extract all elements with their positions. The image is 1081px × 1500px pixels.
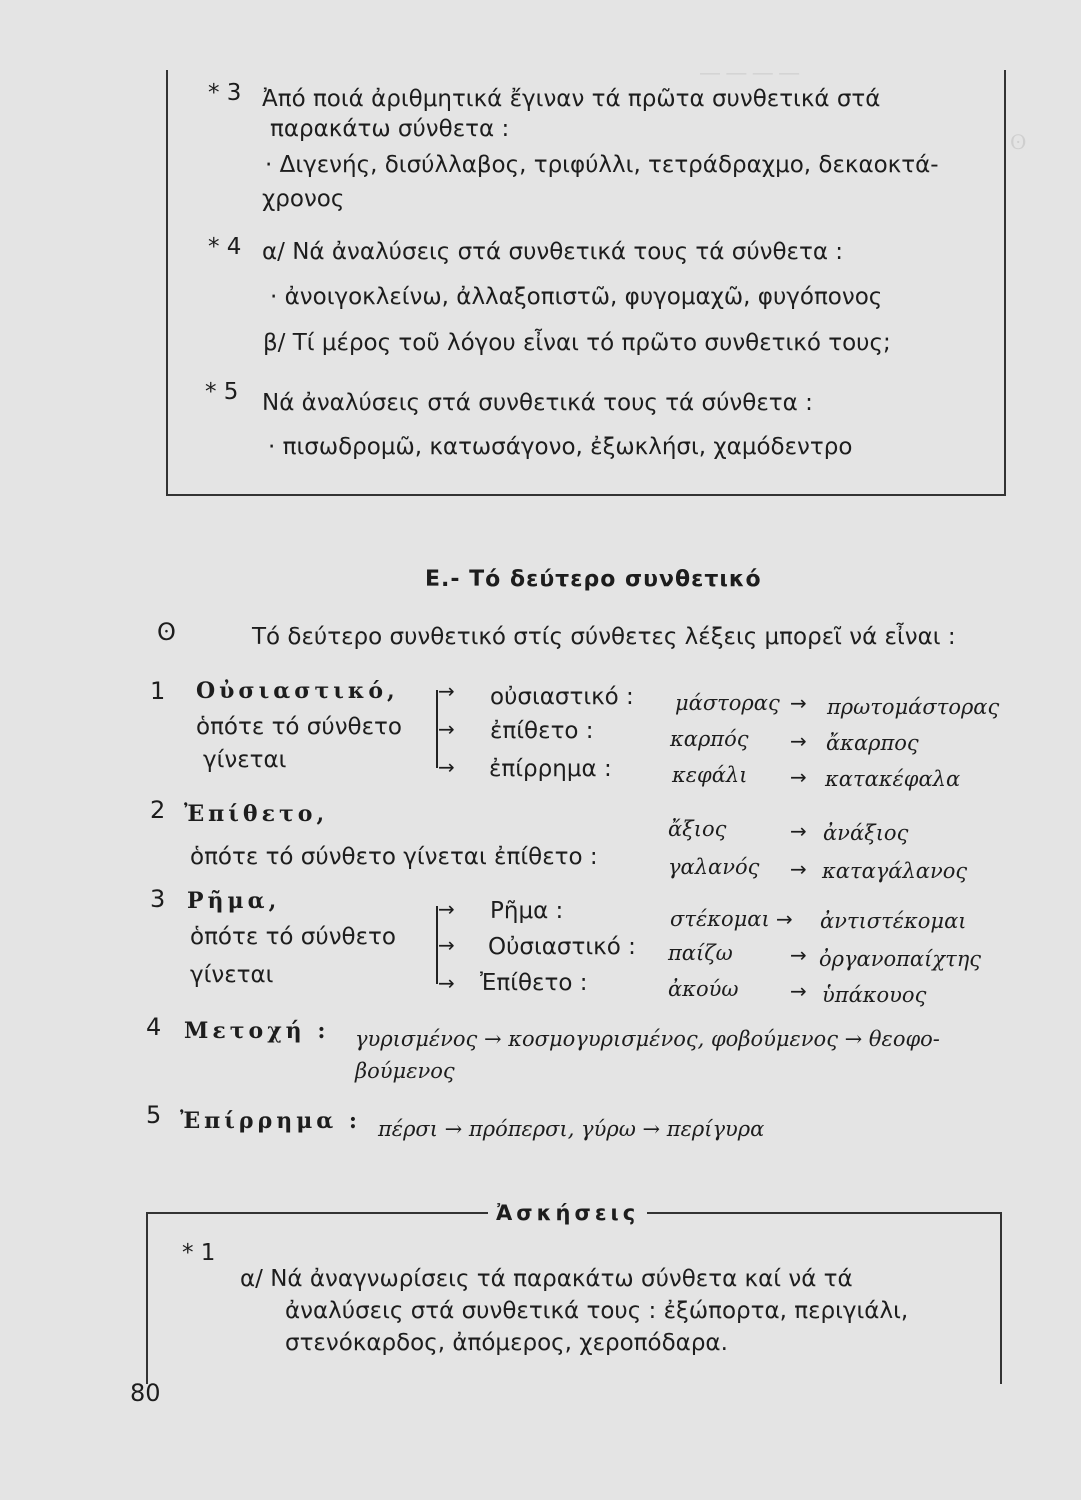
exercise-3-line2: παρακάτω σύνθετα :: [270, 116, 510, 142]
exercise-4-words: · ἀνοιγοκλείνω, ἀλλαξοπιστῶ, φυγομαχῶ, φυγόπονος: [270, 284, 883, 310]
item-3-type: Ρῆμα :: [490, 898, 564, 924]
exercise-5-words: · πισωδρομῶ, κατωσάγονο, ἐξωκλήσι, χαμόδεντρο: [268, 434, 853, 460]
item-1-example: καρπός: [670, 727, 749, 751]
item-5-number: 5: [146, 1101, 162, 1129]
item-2-number: 2: [150, 796, 166, 824]
exercise-3-marker: * 3: [208, 80, 242, 106]
intro-symbol: ʘ: [157, 618, 176, 646]
item-3-number: 3: [150, 885, 166, 913]
arrow-icon: →: [438, 933, 455, 957]
item-2-sub: ὁπότε τό σύνθετο γίνεται ἐπίθετο :: [190, 844, 598, 870]
item-3-type: Ἐπίθετο :: [480, 970, 588, 996]
section-title: Ε.- Τό δεύτερο συνθετικό: [425, 567, 762, 592]
arrow-icon: →: [790, 979, 807, 1003]
exercise-4-marker: * 4: [208, 234, 242, 260]
arrow-icon: →: [790, 691, 807, 715]
exercise-1-line1: α/ Νά ἀναγνωρίσεις τά παρακάτω σύνθετα καί νά τά: [240, 1266, 853, 1292]
page-number: 80: [130, 1379, 161, 1407]
arrow-icon: →: [790, 765, 807, 789]
arrow-icon: →: [790, 819, 807, 843]
exercise-3-line1: Ἀπό ποιά ἀριθμητικά ἔγιναν τά πρῶτα συνθετικά στά: [262, 86, 881, 112]
item-4-number: 4: [146, 1013, 162, 1041]
item-2-result: καταγάλανος: [822, 859, 968, 883]
item-2-example: γαλανός: [668, 855, 760, 879]
exercise-5-marker: * 5: [205, 379, 239, 405]
item-3-example: ἀκούω: [668, 977, 739, 1001]
item-1-result: κατακέφαλα: [825, 767, 961, 791]
item-1-number: 1: [150, 677, 166, 705]
item-1-heading: Οὐσιαστικό,: [196, 678, 399, 704]
item-3-heading: Ρῆμα,: [187, 888, 281, 914]
exercise-5-line: Νά ἀναλύσεις στά συνθετικά τους τά σύνθετα :: [262, 390, 813, 416]
item-2-result: ἀνάξιος: [823, 821, 909, 845]
item-4-line1: γυρισμένος → κοσμογυρισμένος, φοβούμενος → θεοφο-: [355, 1027, 940, 1051]
item-1-example: κεφάλι: [672, 763, 748, 787]
exercise-4-part-b: β/ Τί μέρος τοῦ λόγου εἶναι τό πρῶτο συνθετικό τους;: [263, 330, 891, 356]
exercise-3-words2: χρονος: [262, 186, 345, 212]
item-3-sub2: γίνεται: [190, 962, 274, 988]
item-3-result: ὑπάκουος: [822, 983, 927, 1007]
item-1-type: ἐπίθετο :: [490, 718, 594, 744]
item-1-result: ἄκαρπος: [826, 731, 919, 755]
item-2-heading: Ἐπίθετο,: [184, 801, 329, 827]
item-5-heading: Ἐπίρρημα :: [180, 1108, 362, 1134]
arrow-icon: →: [790, 857, 807, 881]
arrow-icon: →: [438, 897, 455, 921]
item-3-type: Οὐσιαστικό :: [488, 934, 636, 960]
item-1-sub2: γίνεται: [203, 747, 287, 773]
item-1-result: πρωτομάστορας: [827, 695, 1000, 719]
item-2-example: ἄξιος: [668, 817, 727, 841]
item-1-example: μάστορας: [675, 691, 780, 715]
item-1-type: ἐπίρρημα :: [489, 756, 612, 782]
item-3-sub1: ὁπότε τό σύνθετο: [190, 924, 396, 950]
arrow-icon: →: [790, 943, 807, 967]
arrow-icon: →: [438, 755, 455, 779]
item-4-heading: Μετοχή :: [184, 1018, 330, 1044]
item-3-example: στέκομαι: [670, 907, 770, 931]
item-1-type: οὐσιαστικό :: [490, 684, 634, 710]
item-5-line: πέρσι → πρόπερσι, γύρω → περίγυρα: [378, 1117, 765, 1141]
exercise-1-line3: στενόκαρδος, ἀπόμερος, χεροπόδαρα.: [285, 1330, 728, 1356]
exercise-1-line2: ἀναλύσεις στά συνθετικά τους : ἐξώπορτα, περιγιάλι,: [285, 1298, 909, 1324]
arrow-icon: →: [776, 907, 793, 931]
item-3-result: ὀργανοπαίχτης: [819, 947, 982, 971]
item-1-sub1: ὁπότε τό σύνθετο: [196, 714, 402, 740]
item-3-result: ἀντιστέκομαι: [820, 909, 967, 933]
arrow-icon: →: [438, 679, 455, 703]
intro-text: Τό δεύτερο συνθετικό στίς σύνθετες λέξεις μπορεῖ νά εἶναι :: [252, 624, 956, 650]
bleed-through: ʘ: [1010, 130, 1027, 154]
exercise-3-words1: · Διγενής, δισύλλαβος, τριφύλλι, τετράδραχμο, δεκαοκτά-: [265, 152, 939, 178]
arrow-icon: →: [438, 971, 455, 995]
item-3-example: παίζω: [668, 941, 733, 965]
exercises-title: Ἀσκήσεις: [488, 1198, 647, 1228]
arrow-icon: →: [790, 729, 807, 753]
arrow-icon: →: [438, 717, 455, 741]
exercise-4-part-a: α/ Νά ἀναλύσεις στά συνθετικά τους τά σύνθετα :: [262, 239, 844, 265]
item-4-line2: βούμενος: [355, 1059, 455, 1083]
bleed-through: ― ― ― ―: [700, 60, 800, 84]
exercise-1-marker: * 1: [182, 1240, 216, 1266]
